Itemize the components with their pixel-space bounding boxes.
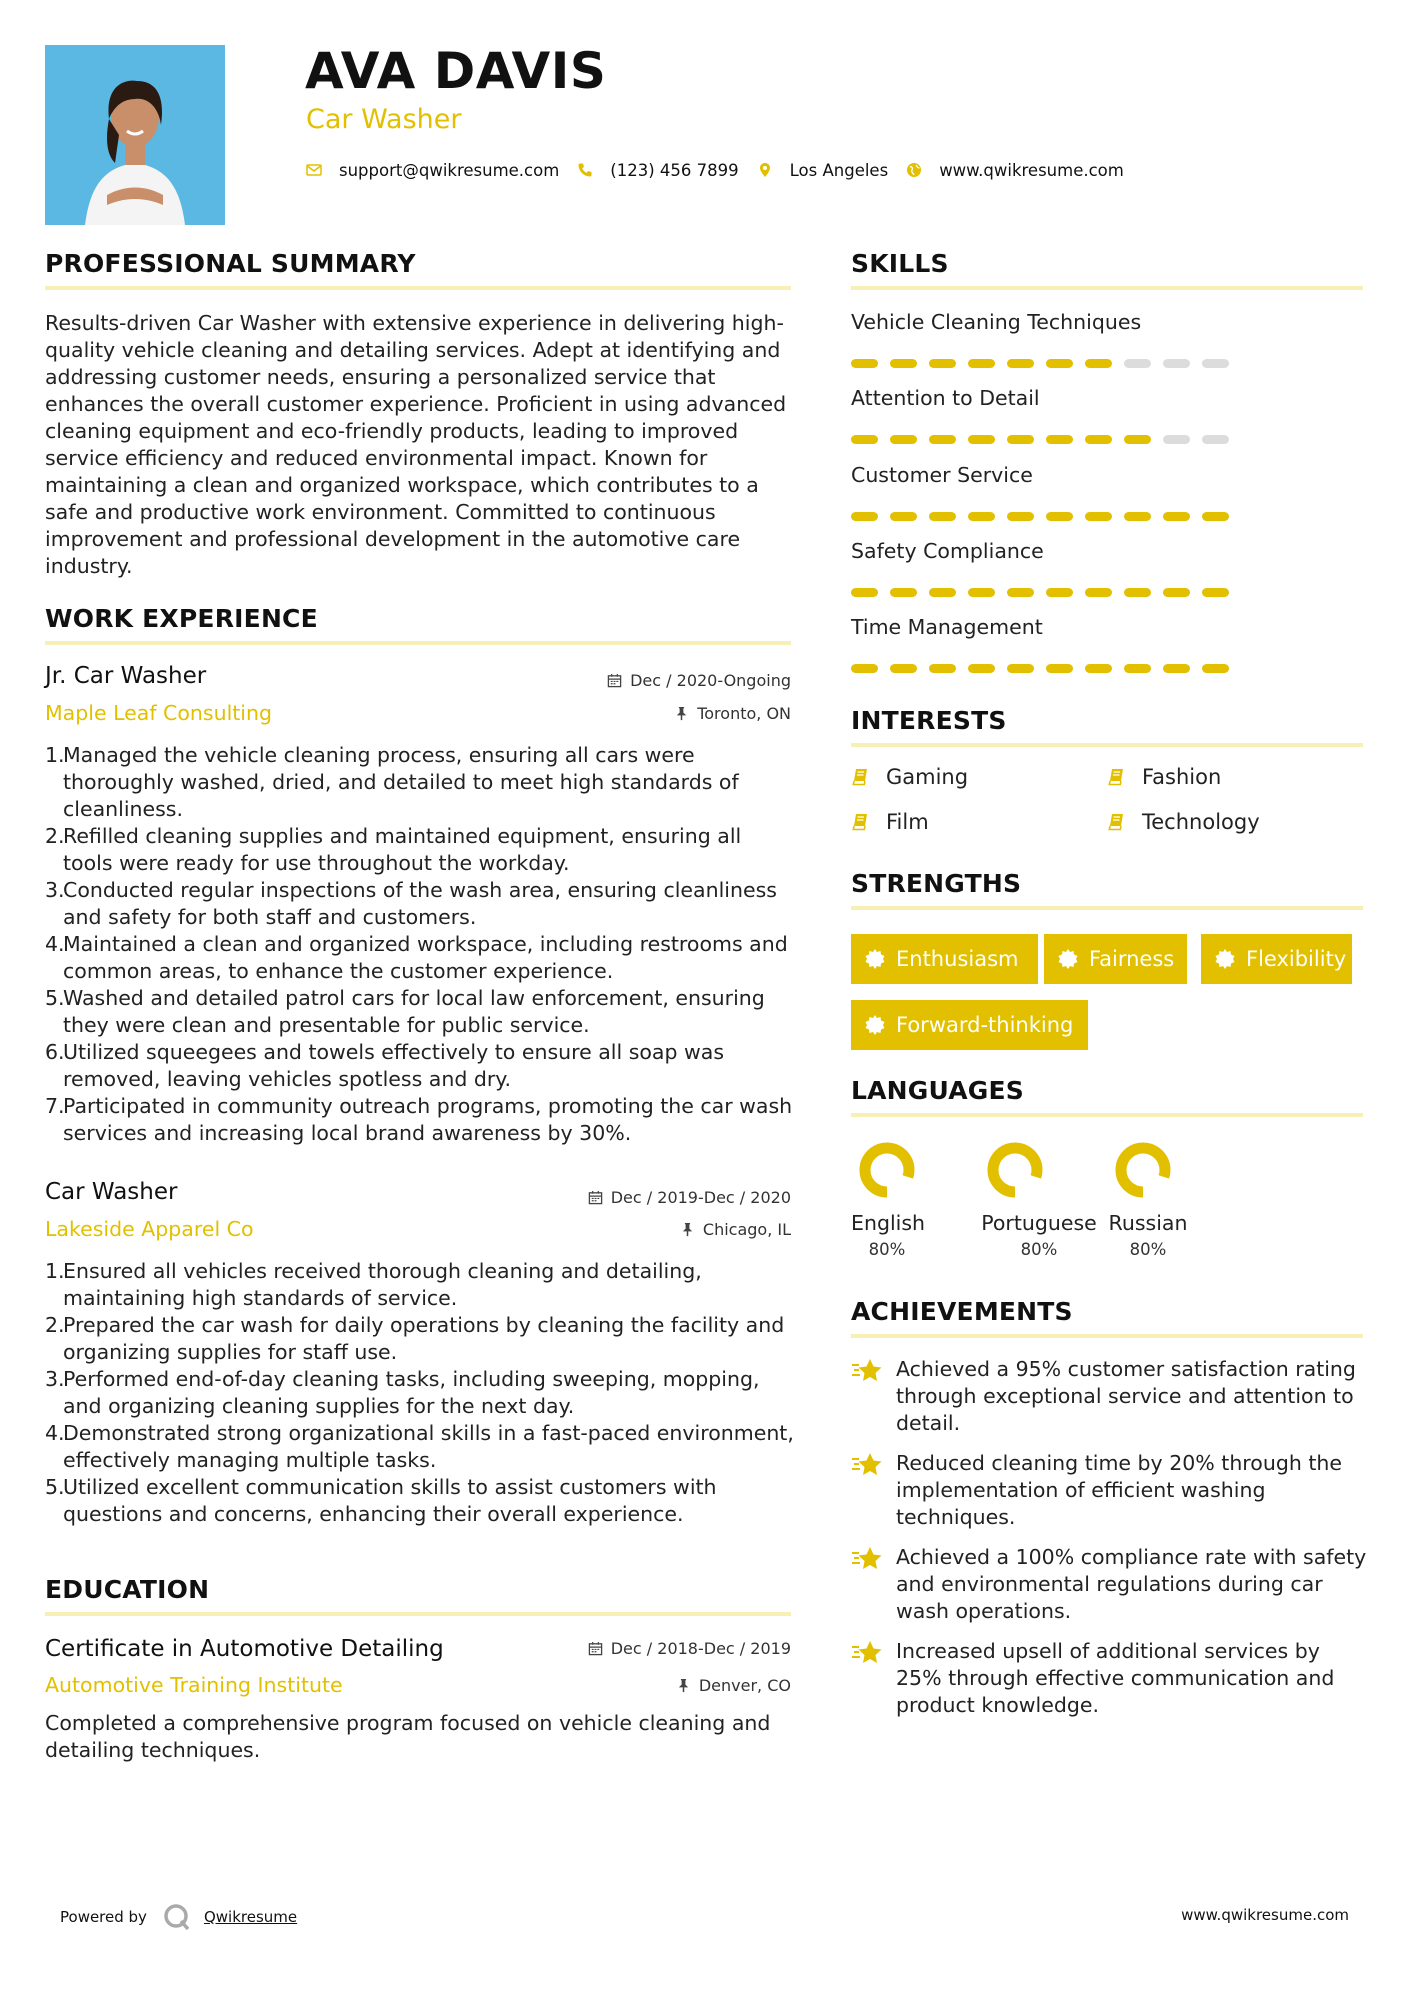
book-icon	[851, 812, 871, 832]
qwikresume-logo-icon	[162, 1902, 192, 1932]
skill-dot-empty	[1202, 359, 1229, 368]
interest-item	[1107, 810, 1260, 834]
interests-divider	[851, 743, 1363, 747]
skill-dot-filled	[1124, 512, 1151, 521]
phone-icon	[576, 161, 594, 179]
skill-dot-filled	[851, 359, 878, 368]
skill-dot-empty	[1163, 359, 1190, 368]
summary-heading: PROFESSIONAL SUMMARY	[45, 249, 416, 278]
language-percent: 80%	[1129, 1240, 1167, 1259]
skill-dot-filled	[968, 435, 995, 444]
job-title: Car Washer	[45, 1179, 178, 1205]
skill-dot-filled	[1202, 512, 1229, 521]
candidate-role: Car Washer	[306, 104, 462, 135]
interest-label: Fashion	[1142, 765, 1222, 789]
contact-location	[756, 161, 889, 180]
contact-website[interactable]	[905, 161, 1124, 180]
achievements-divider	[851, 1334, 1363, 1338]
education-location-text: Denver, CO	[698, 1676, 791, 1695]
skill-dot-filled	[1124, 588, 1151, 597]
job-dates	[588, 1188, 791, 1207]
book-icon	[1107, 767, 1127, 787]
list-item: 1. Managed the vehicle cleaning process, ensuring all cars were thoroughly washed, dried, and detailed to meet high standards of cleanliness.	[45, 743, 739, 821]
summary-text: Results-driven Car Washer with extensive experience in delivering high-quality vehicle cleaning and detailing services. Adept at identifying and addressing customer needs, ensuring a personalized service that enhances the overall customer experience. Proficient in using advanced cleaning equipment and eco-friendly products, leading to improved service efficiency and reduced environmental impact. Known for maintaining a clean and organized workspace, which contributes to a safe and productive work environment. Committed to continuous improvement and professional development in the automotive care industry.	[45, 311, 787, 578]
job-location	[674, 704, 791, 723]
language-name: Portuguese	[981, 1211, 1097, 1235]
skill-dot-filled	[1163, 664, 1190, 673]
skill-dot-filled	[890, 359, 917, 368]
pushpin-icon	[674, 706, 689, 721]
skill-dot-filled	[1163, 588, 1190, 597]
language-progress-ring	[857, 1140, 917, 1200]
interest-label: Film	[886, 810, 929, 834]
skill-name: Attention to Detail	[851, 386, 1040, 410]
interest-label: Technology	[1142, 810, 1260, 834]
job-dates-text: Dec / 2020-Ongoing	[630, 671, 791, 690]
calendar-icon	[607, 673, 622, 688]
skill-name: Time Management	[851, 615, 1043, 639]
skill-dot-filled	[1163, 512, 1190, 521]
school-name: Automotive Training Institute	[45, 1673, 343, 1697]
list-item: 5. Utilized excellent communication skills to assist customers with questions and concerns, enhancing their overall experience.	[45, 1475, 717, 1526]
skill-dot-filled	[968, 359, 995, 368]
skill-dot-filled	[968, 512, 995, 521]
star-trophy-icon	[851, 1639, 883, 1667]
language-name: Russian	[1108, 1211, 1188, 1235]
contact-email[interactable]	[305, 161, 559, 180]
skill-dot-filled	[1124, 664, 1151, 673]
star-trophy-icon	[851, 1545, 883, 1573]
skill-dot-filled	[851, 588, 878, 597]
skill-dot-filled	[1046, 664, 1073, 673]
education-description: Completed a comprehensive program focused on vehicle cleaning and detailing techniques.	[45, 1711, 771, 1762]
envelope-icon	[305, 161, 323, 179]
candidate-name: AVA DAVIS	[305, 42, 607, 100]
strength-badge	[851, 1000, 1088, 1050]
skill-dot-filled	[1085, 664, 1112, 673]
achievements-heading: ACHIEVEMENTS	[851, 1297, 1073, 1326]
contact-phone-text: (123) 456 7899	[610, 160, 739, 180]
skill-dot-filled	[890, 588, 917, 597]
job-bullets	[45, 1258, 795, 1528]
strengths-divider	[851, 906, 1363, 910]
language-progress-ring	[1113, 1140, 1173, 1200]
badge-check-icon	[864, 948, 886, 970]
strength-label: Forward-thinking	[896, 1013, 1074, 1037]
skill-dot-filled	[1046, 512, 1073, 521]
skill-name: Vehicle Cleaning Techniques	[851, 310, 1142, 334]
job-location-text: Toronto, ON	[697, 704, 791, 723]
map-pin-icon	[756, 161, 774, 179]
list-item: 2. Refilled cleaning supplies and maintained equipment, ensuring all tools were ready for use throughout the workday.	[45, 824, 742, 875]
skill-dot-filled	[1007, 359, 1034, 368]
skill-dot-filled	[1007, 588, 1034, 597]
skill-rating	[851, 512, 1241, 521]
list-item: 1. Ensured all vehicles received thorough cleaning and detailing, maintaining high standards of service.	[45, 1259, 702, 1310]
interests-heading: INTERESTS	[851, 706, 1007, 735]
qwikresume-link[interactable]: Qwikresume	[203, 1908, 298, 1926]
skills-divider	[851, 286, 1363, 290]
achievement-text: Increased upsell of additional services by 25% through effective communication and product knowledge.	[896, 1639, 1335, 1717]
powered-by-text: Powered by	[60, 1908, 147, 1926]
skill-dot-empty	[1124, 359, 1151, 368]
achievement-item	[851, 1638, 1371, 1719]
skill-dot-filled	[1007, 512, 1034, 521]
list-item: 6. Utilized squeegees and towels effectively to ensure all soap was removed, leaving vehicles spotless and dry.	[45, 1040, 725, 1091]
achievement-text: Achieved a 100% compliance rate with safety and environmental regulations during car wash operations.	[896, 1545, 1367, 1623]
interest-item	[851, 810, 929, 834]
skill-dot-filled	[890, 512, 917, 521]
job-company: Lakeside Apparel Co	[45, 1217, 254, 1241]
book-icon	[1107, 812, 1127, 832]
contact-phone[interactable]	[576, 161, 738, 180]
list-item: 2. Prepared the car wash for daily operations by cleaning the facility and organizing supplies for staff use.	[45, 1313, 785, 1364]
calendar-icon	[588, 1190, 603, 1205]
interest-item	[1107, 765, 1221, 789]
degree-title: Certificate in Automotive Detailing	[45, 1636, 444, 1662]
skill-dot-filled	[929, 588, 956, 597]
skill-dot-filled	[890, 435, 917, 444]
list-item: 3. Performed end-of-day cleaning tasks, including sweeping, mopping, and organizing cleaning supplies for the next day.	[45, 1367, 760, 1418]
pushpin-icon	[676, 1678, 691, 1693]
skill-dot-filled	[1085, 359, 1112, 368]
skill-dot-filled	[1046, 435, 1073, 444]
calendar-icon	[588, 1641, 603, 1656]
language-percent: 80%	[868, 1240, 906, 1259]
list-item: 5. Washed and detailed patrol cars for local law enforcement, ensuring they were clean and presentable for public service.	[45, 986, 765, 1037]
skill-dot-filled	[1085, 512, 1112, 521]
list-item: 7. Participated in community outreach programs, promoting the car wash services and increasing local brand awareness by 30%.	[45, 1094, 793, 1145]
profile-photo	[45, 45, 225, 225]
strength-badge	[1201, 934, 1352, 984]
education-heading: EDUCATION	[45, 1575, 210, 1604]
skill-dot-filled	[929, 512, 956, 521]
list-item: 3. Conducted regular inspections of the wash area, ensuring cleanliness and safety for both staff and customers.	[45, 878, 777, 929]
footer-url[interactable]: www.qwikresume.com	[1181, 1906, 1349, 1924]
interest-label: Gaming	[886, 765, 969, 789]
contact-location-text: Los Angeles	[789, 160, 889, 180]
list-item: 4. Maintained a clean and organized workspace, including restrooms and common areas, to enhance the customer experience.	[45, 932, 788, 983]
star-trophy-icon	[851, 1451, 883, 1479]
achievement-item	[851, 1356, 1371, 1437]
skill-dot-filled	[968, 664, 995, 673]
education-location	[676, 1676, 791, 1695]
strengths-heading: STRENGTHS	[851, 869, 1022, 898]
language-progress-ring	[985, 1140, 1045, 1200]
pushpin-icon	[680, 1222, 695, 1237]
job-dates-text: Dec / 2019-Dec / 2020	[610, 1188, 791, 1207]
experience-heading: WORK EXPERIENCE	[45, 604, 318, 633]
skill-dot-filled	[851, 512, 878, 521]
contact-website-text: www.qwikresume.com	[939, 160, 1124, 180]
languages-divider	[851, 1113, 1363, 1117]
powered-by	[60, 1902, 297, 1932]
globe-icon	[905, 161, 923, 179]
languages-heading: LANGUAGES	[851, 1076, 1025, 1105]
skill-name: Safety Compliance	[851, 539, 1044, 563]
book-icon	[851, 767, 871, 787]
skill-dot-filled	[1085, 588, 1112, 597]
skill-rating	[851, 435, 1241, 444]
person-photo-icon	[45, 45, 225, 225]
education-dates-text: Dec / 2018-Dec / 2019	[610, 1639, 791, 1658]
language-name: English	[851, 1211, 926, 1235]
skill-dot-filled	[851, 664, 878, 673]
language-percent: 80%	[1020, 1240, 1058, 1259]
skill-dot-filled	[1085, 435, 1112, 444]
strength-label: Enthusiasm	[896, 947, 1019, 971]
experience-divider	[45, 641, 791, 645]
badge-check-icon	[864, 1014, 886, 1036]
strength-label: Fairness	[1089, 947, 1175, 971]
strength-badge	[851, 934, 1038, 984]
job-location-text: Chicago, IL	[702, 1220, 791, 1239]
contact-email-text: support@qwikresume.com	[339, 160, 560, 180]
job-bullets	[45, 742, 795, 1147]
skill-dot-filled	[929, 664, 956, 673]
interest-item	[851, 765, 968, 789]
badge-check-icon	[1214, 948, 1236, 970]
skills-heading: SKILLS	[851, 249, 949, 278]
skill-dot-filled	[929, 435, 956, 444]
skill-dot-filled	[1046, 588, 1073, 597]
skill-dot-filled	[1202, 664, 1229, 673]
skill-dot-filled	[1007, 435, 1034, 444]
skill-rating	[851, 359, 1241, 368]
contact-bar	[305, 158, 1141, 182]
list-item: 4. Demonstrated strong organizational skills in a fast-paced environment, effectively managing multiple tasks.	[45, 1421, 794, 1472]
summary-divider	[45, 286, 791, 290]
job-location	[680, 1220, 791, 1239]
achievement-text: Achieved a 95% customer satisfaction rating through exceptional service and attention to detail.	[896, 1357, 1356, 1435]
skill-dot-filled	[929, 359, 956, 368]
badge-check-icon	[1057, 948, 1079, 970]
education-divider	[45, 1612, 791, 1616]
skill-dot-filled	[968, 588, 995, 597]
skill-rating	[851, 664, 1241, 673]
star-trophy-icon	[851, 1357, 883, 1385]
skill-rating	[851, 588, 1241, 597]
job-dates	[607, 671, 791, 690]
job-title: Jr. Car Washer	[45, 663, 207, 689]
skill-dot-filled	[1124, 435, 1151, 444]
skill-dot-filled	[851, 435, 878, 444]
strength-badge	[1044, 934, 1187, 984]
achievement-item	[851, 1450, 1371, 1531]
skill-dot-filled	[1046, 359, 1073, 368]
skill-dot-empty	[1202, 435, 1229, 444]
achievement-text: Reduced cleaning time by 20% through the implementation of efficient washing techniques.	[896, 1451, 1342, 1529]
strength-label: Flexibility	[1246, 947, 1347, 971]
skill-dot-filled	[1202, 588, 1229, 597]
job-company: Maple Leaf Consulting	[45, 701, 273, 725]
skill-dot-filled	[890, 664, 917, 673]
achievement-item	[851, 1544, 1371, 1625]
education-dates	[588, 1639, 791, 1658]
skill-dot-empty	[1163, 435, 1190, 444]
skill-dot-filled	[1007, 664, 1034, 673]
skill-name: Customer Service	[851, 463, 1033, 487]
